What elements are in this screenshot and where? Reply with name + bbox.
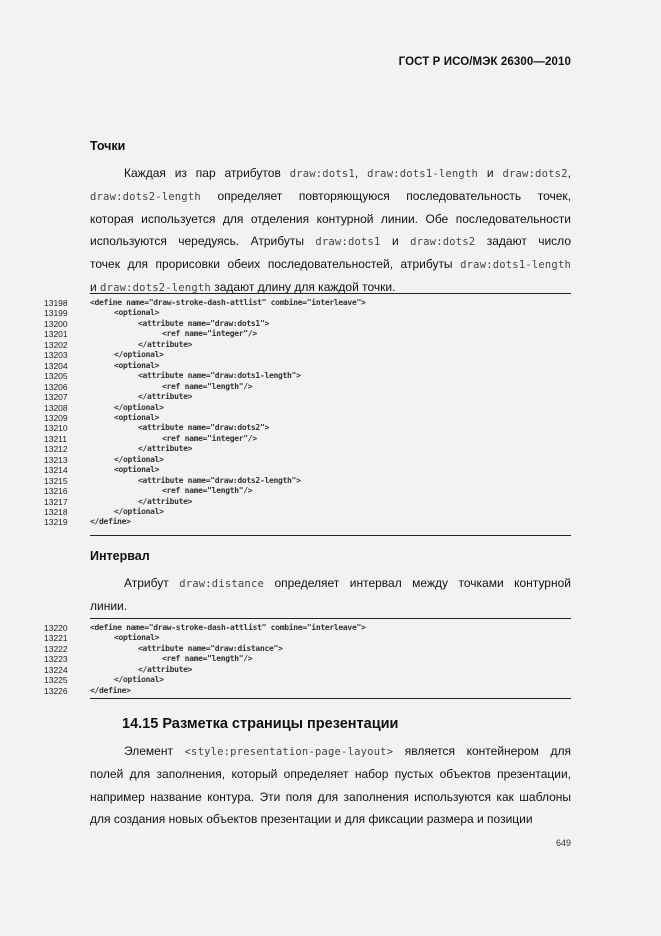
code-line bbox=[0, 361, 661, 372]
text-run: и bbox=[380, 234, 411, 249]
line-number: 13209 bbox=[44, 412, 68, 423]
code-line bbox=[0, 497, 661, 508]
code-term: draw:dots1 bbox=[289, 168, 355, 180]
text-run: для создания новых объектов презентации и для фиксации размера и позиции bbox=[90, 812, 533, 827]
code-line bbox=[0, 392, 661, 403]
code-line bbox=[0, 654, 661, 665]
code-text: <ref name="length"/> bbox=[162, 381, 253, 391]
code-text: <optional> bbox=[114, 633, 160, 643]
line-number: 13221 bbox=[44, 633, 68, 644]
line-number: 13212 bbox=[44, 444, 68, 455]
text-line bbox=[90, 740, 571, 763]
text-run: например название контура. Эти поля для заполнения используются как шаблоны bbox=[90, 789, 571, 804]
line-number: 13217 bbox=[44, 496, 68, 507]
code-line bbox=[0, 444, 661, 455]
line-number: 13207 bbox=[44, 392, 68, 403]
code-text: </define> bbox=[90, 685, 131, 695]
line-number: 13225 bbox=[44, 675, 68, 686]
code-line bbox=[0, 633, 661, 644]
code-line bbox=[0, 507, 661, 518]
code-line bbox=[0, 644, 661, 655]
text-run: Каждая из пар атрибутов bbox=[124, 166, 290, 180]
line-number: 13203 bbox=[44, 350, 68, 361]
text-run: линии. bbox=[90, 598, 128, 613]
code-line bbox=[0, 476, 661, 487]
code-text: <attribute name="draw:dots2"> bbox=[138, 423, 269, 433]
text-line bbox=[90, 185, 571, 208]
text-run: точек для прорисовки обеих последовательностей, атрибуты bbox=[90, 257, 461, 272]
code-text: <ref name="length"/> bbox=[162, 654, 253, 664]
heading-interval: Интервал bbox=[90, 549, 150, 563]
rule-top-code-2 bbox=[90, 618, 571, 619]
code-line bbox=[0, 340, 661, 351]
code-term: draw:dots1-length bbox=[460, 259, 571, 272]
code-line bbox=[0, 298, 661, 309]
text-run: которая используется для отделения контурной линии. Обе последовательности bbox=[90, 211, 571, 226]
text-run: и bbox=[478, 166, 503, 180]
code-line bbox=[0, 308, 661, 319]
line-number: 13223 bbox=[44, 654, 68, 665]
code-line bbox=[0, 423, 661, 434]
text-run: определяет повторяющуюся последовательность точек, bbox=[200, 188, 571, 203]
code-text: </optional> bbox=[114, 350, 164, 360]
text-line bbox=[90, 786, 571, 809]
code-term: draw:dots2 bbox=[502, 168, 568, 180]
code-text: </define> bbox=[90, 517, 131, 527]
code-line bbox=[0, 517, 661, 528]
heading-14-15: 14.15 Разметка страницы презентации bbox=[122, 716, 399, 732]
standard-header: ГОСТ Р ИСО/МЭК 26300—2010 bbox=[398, 56, 571, 68]
code-line bbox=[0, 329, 661, 340]
text-line bbox=[90, 162, 571, 185]
code-text: </attribute> bbox=[138, 339, 193, 349]
code-term: draw:dots1 bbox=[315, 236, 381, 249]
code-line bbox=[0, 465, 661, 476]
code-text: </optional> bbox=[114, 402, 164, 412]
code-text: </attribute> bbox=[138, 496, 193, 506]
code-line bbox=[0, 413, 661, 424]
line-number: 13216 bbox=[44, 486, 68, 497]
code-line bbox=[0, 455, 661, 466]
code-line bbox=[0, 486, 661, 497]
code-term: draw:distance bbox=[179, 578, 264, 590]
code-text: <attribute name="draw:dots2-length"> bbox=[138, 475, 301, 485]
text-line bbox=[90, 595, 571, 618]
code-text: </optional> bbox=[114, 507, 164, 516]
text-line bbox=[90, 230, 571, 253]
text-run: определяет интервал между точками контурной bbox=[263, 576, 571, 590]
code-text: <attribute name="draw:dots1"> bbox=[138, 318, 269, 328]
rule-top-code-1 bbox=[90, 293, 571, 294]
code-line bbox=[0, 665, 661, 676]
text-line bbox=[90, 276, 571, 299]
line-number: 13218 bbox=[44, 507, 68, 517]
code-line bbox=[0, 319, 661, 330]
code-text: <attribute name="draw:dots1-length"> bbox=[138, 371, 301, 381]
text-line bbox=[90, 808, 571, 831]
heading-dots: Точки bbox=[90, 139, 126, 153]
code-line bbox=[0, 403, 661, 414]
line-number: 13201 bbox=[44, 329, 68, 340]
text-line bbox=[90, 208, 571, 231]
rule-bottom-code-1 bbox=[90, 535, 571, 536]
line-number: 13214 bbox=[44, 465, 68, 476]
code-line bbox=[0, 686, 661, 697]
line-number: 13206 bbox=[44, 381, 68, 392]
line-number: 13205 bbox=[44, 371, 68, 382]
text-run: полей для заполнения, который определяет набор пустых объектов презентации, bbox=[90, 766, 571, 781]
code-text: <define name="draw-stroke-dash-attlist" combine="interleave"> bbox=[90, 623, 366, 632]
line-number: 13199 bbox=[44, 308, 68, 319]
line-number: 13213 bbox=[44, 454, 68, 465]
text-run: Элемент bbox=[124, 744, 185, 758]
paragraph-dots bbox=[90, 162, 571, 299]
code-line bbox=[0, 371, 661, 382]
code-text: <ref name="integer"/> bbox=[162, 329, 257, 339]
code-text: <ref name="integer"/> bbox=[162, 433, 257, 443]
text-run: , bbox=[354, 166, 368, 180]
text-run: задают число bbox=[475, 234, 571, 249]
code-text: <attribute name="draw:distance"> bbox=[138, 643, 283, 653]
code-text: <optional> bbox=[114, 412, 160, 422]
line-number: 13222 bbox=[44, 643, 68, 654]
code-text: <optional> bbox=[114, 308, 160, 318]
code-text: </attribute> bbox=[138, 392, 193, 402]
text-line bbox=[90, 572, 571, 595]
line-number: 13220 bbox=[44, 623, 68, 633]
line-number: 13211 bbox=[44, 433, 68, 444]
code-term: draw:dots2 bbox=[410, 236, 476, 249]
code-text: <optional> bbox=[114, 360, 160, 370]
code-term: draw:dots2-length bbox=[100, 281, 211, 294]
rule-bottom-code-2 bbox=[90, 698, 571, 699]
text-run: задают длину для каждой точки. bbox=[210, 279, 396, 294]
text-run: , bbox=[567, 166, 572, 180]
code-line bbox=[0, 434, 661, 445]
code-text: </optional> bbox=[114, 675, 164, 685]
line-number: 13202 bbox=[44, 339, 68, 350]
text-run: Атрибут bbox=[124, 576, 180, 590]
line-number: 13200 bbox=[44, 318, 68, 329]
line-number: 13224 bbox=[44, 664, 68, 675]
page-number: 649 bbox=[556, 838, 572, 848]
text-run: является контейнером для bbox=[393, 744, 571, 758]
text-line bbox=[90, 763, 571, 786]
line-number: 13215 bbox=[44, 475, 68, 486]
paragraph-interval bbox=[90, 572, 571, 618]
code-line bbox=[0, 675, 661, 686]
code-text: <optional> bbox=[114, 465, 160, 475]
line-number: 13198 bbox=[44, 298, 68, 308]
line-number: 13210 bbox=[44, 423, 68, 434]
line-number: 13219 bbox=[44, 517, 68, 528]
code-text: <ref name="length"/> bbox=[162, 486, 253, 496]
code-line bbox=[0, 350, 661, 361]
code-term: <style:presentation-page-layout> bbox=[184, 746, 394, 758]
code-text: </attribute> bbox=[138, 664, 193, 674]
code-line bbox=[0, 382, 661, 393]
code-term: draw:dots2-length bbox=[90, 190, 201, 203]
text-run: используются чередуясь. Атрибуты bbox=[90, 234, 316, 249]
line-number: 13208 bbox=[44, 402, 68, 413]
code-text: </attribute> bbox=[138, 444, 193, 454]
text-line bbox=[90, 253, 571, 276]
text-run: и bbox=[90, 279, 101, 294]
line-number: 13204 bbox=[44, 360, 68, 371]
code-text: </optional> bbox=[114, 454, 164, 464]
paragraph-14-15 bbox=[90, 740, 571, 831]
code-text: <define name="draw-stroke-dash-attlist" combine="interleave"> bbox=[90, 298, 366, 307]
line-number: 13226 bbox=[44, 685, 68, 696]
code-line bbox=[0, 623, 661, 634]
code-term: draw:dots1-length bbox=[367, 168, 478, 180]
